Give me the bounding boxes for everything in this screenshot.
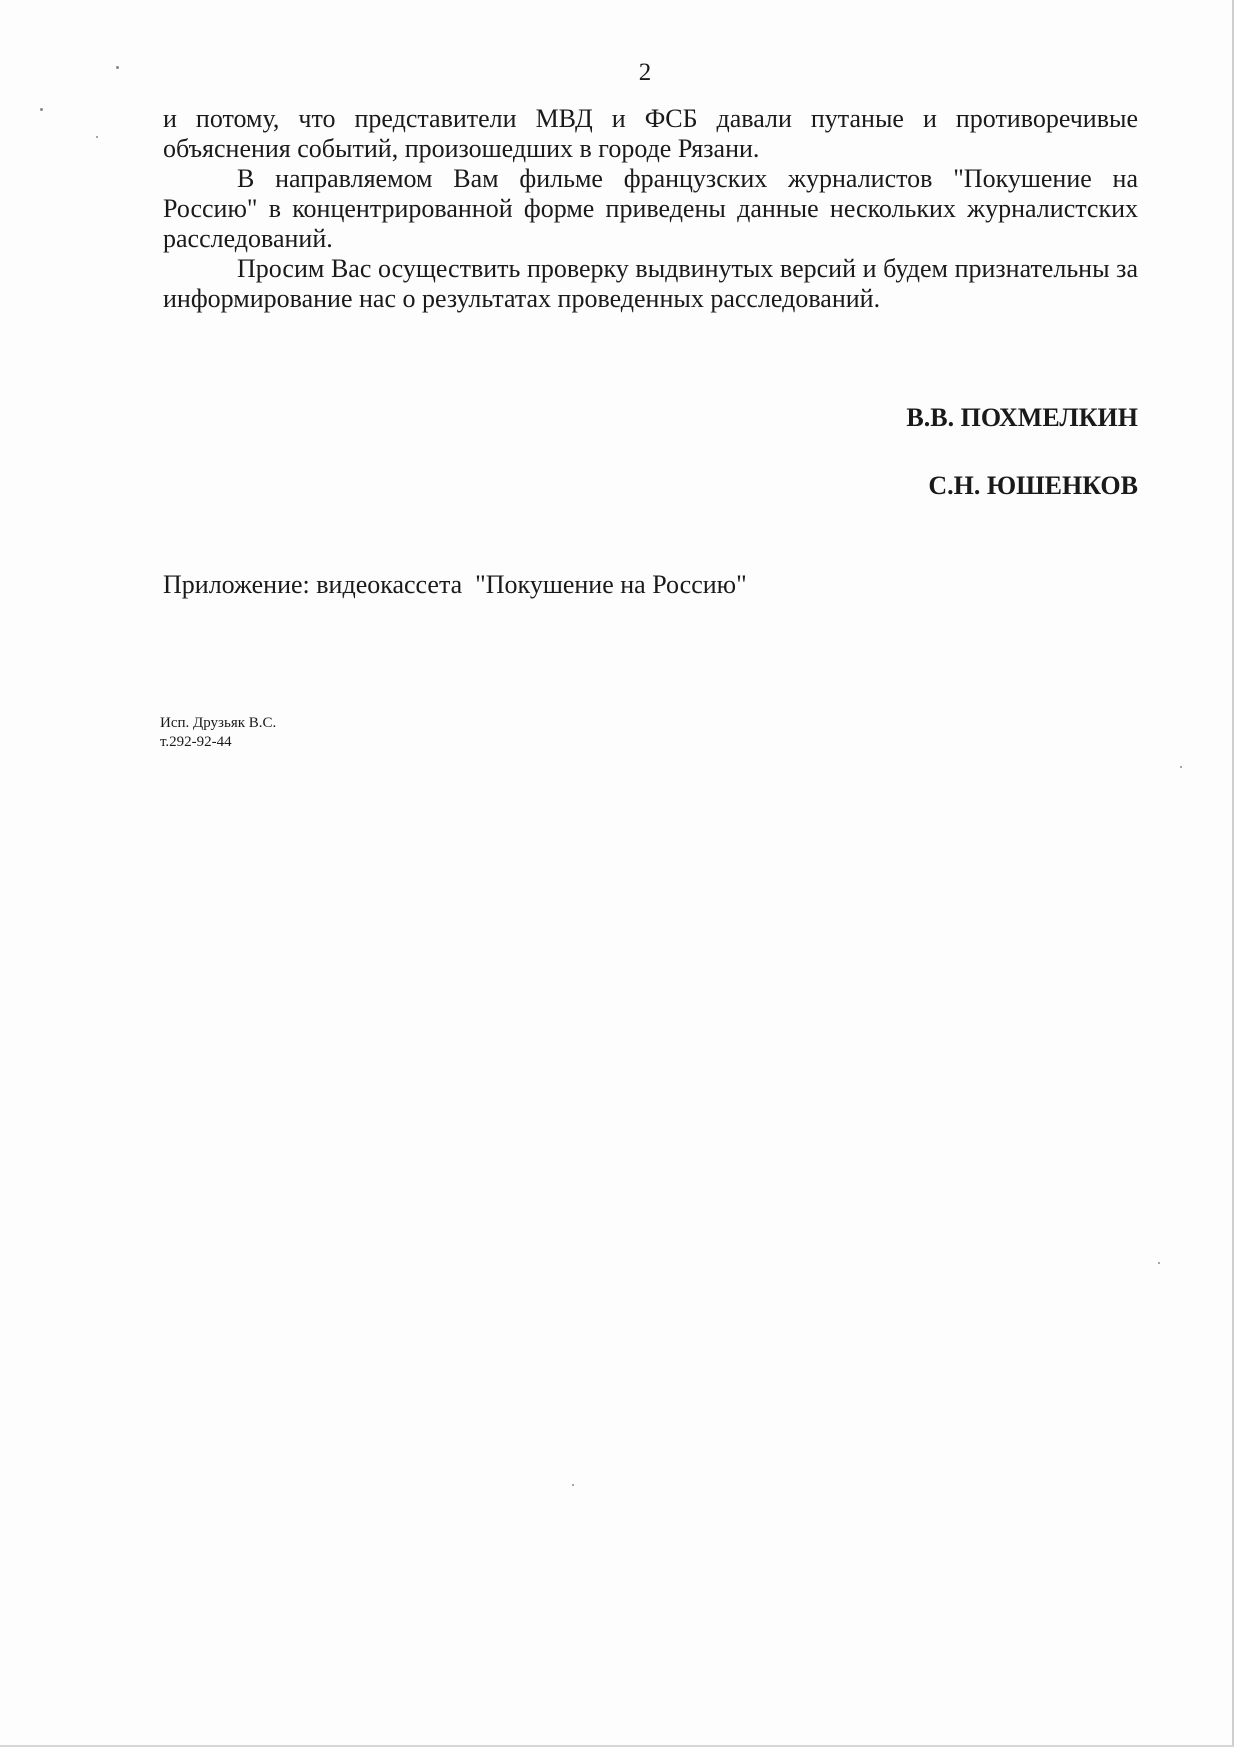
signatories-block xyxy=(700,403,1138,539)
executor-phone: т.292-92-44 xyxy=(160,734,232,750)
attachment-note: Приложение: видеокассета "Покушение на Россию" xyxy=(163,570,747,599)
scan-speck xyxy=(1180,766,1182,768)
letter-body xyxy=(163,104,1138,314)
scan-speck xyxy=(572,1484,574,1486)
signatory-yushenkov: С.Н. ЮШЕНКОВ xyxy=(928,471,1138,500)
executor-name: Исп. Друзьяк В.С. xyxy=(160,715,277,731)
signatory-pokhmelkin: В.В. ПОХМЕЛКИН xyxy=(906,403,1138,432)
paragraph-2: В направляемом Вам фильме французских журналистов "Покушение на Россию" в концентрированной форме приведены данные нескольких журналистских расследований. xyxy=(163,164,1138,253)
page-number: 2 xyxy=(638,59,652,86)
paragraph-1: и потому, что представители МВД и ФСБ давали путаные и противоречивые объяснения событий, произошедших в городе Рязани. xyxy=(163,104,1138,163)
executor-info xyxy=(160,714,276,752)
scan-speck xyxy=(40,108,43,111)
scan-speck xyxy=(96,136,98,138)
paragraph-3: Просим Вас осуществить проверку выдвинутых версий и будем признательны за информирование нас о результатах проведенных расследований. xyxy=(163,254,1138,313)
scan-speck xyxy=(1158,1262,1160,1264)
scan-speck xyxy=(116,66,119,69)
